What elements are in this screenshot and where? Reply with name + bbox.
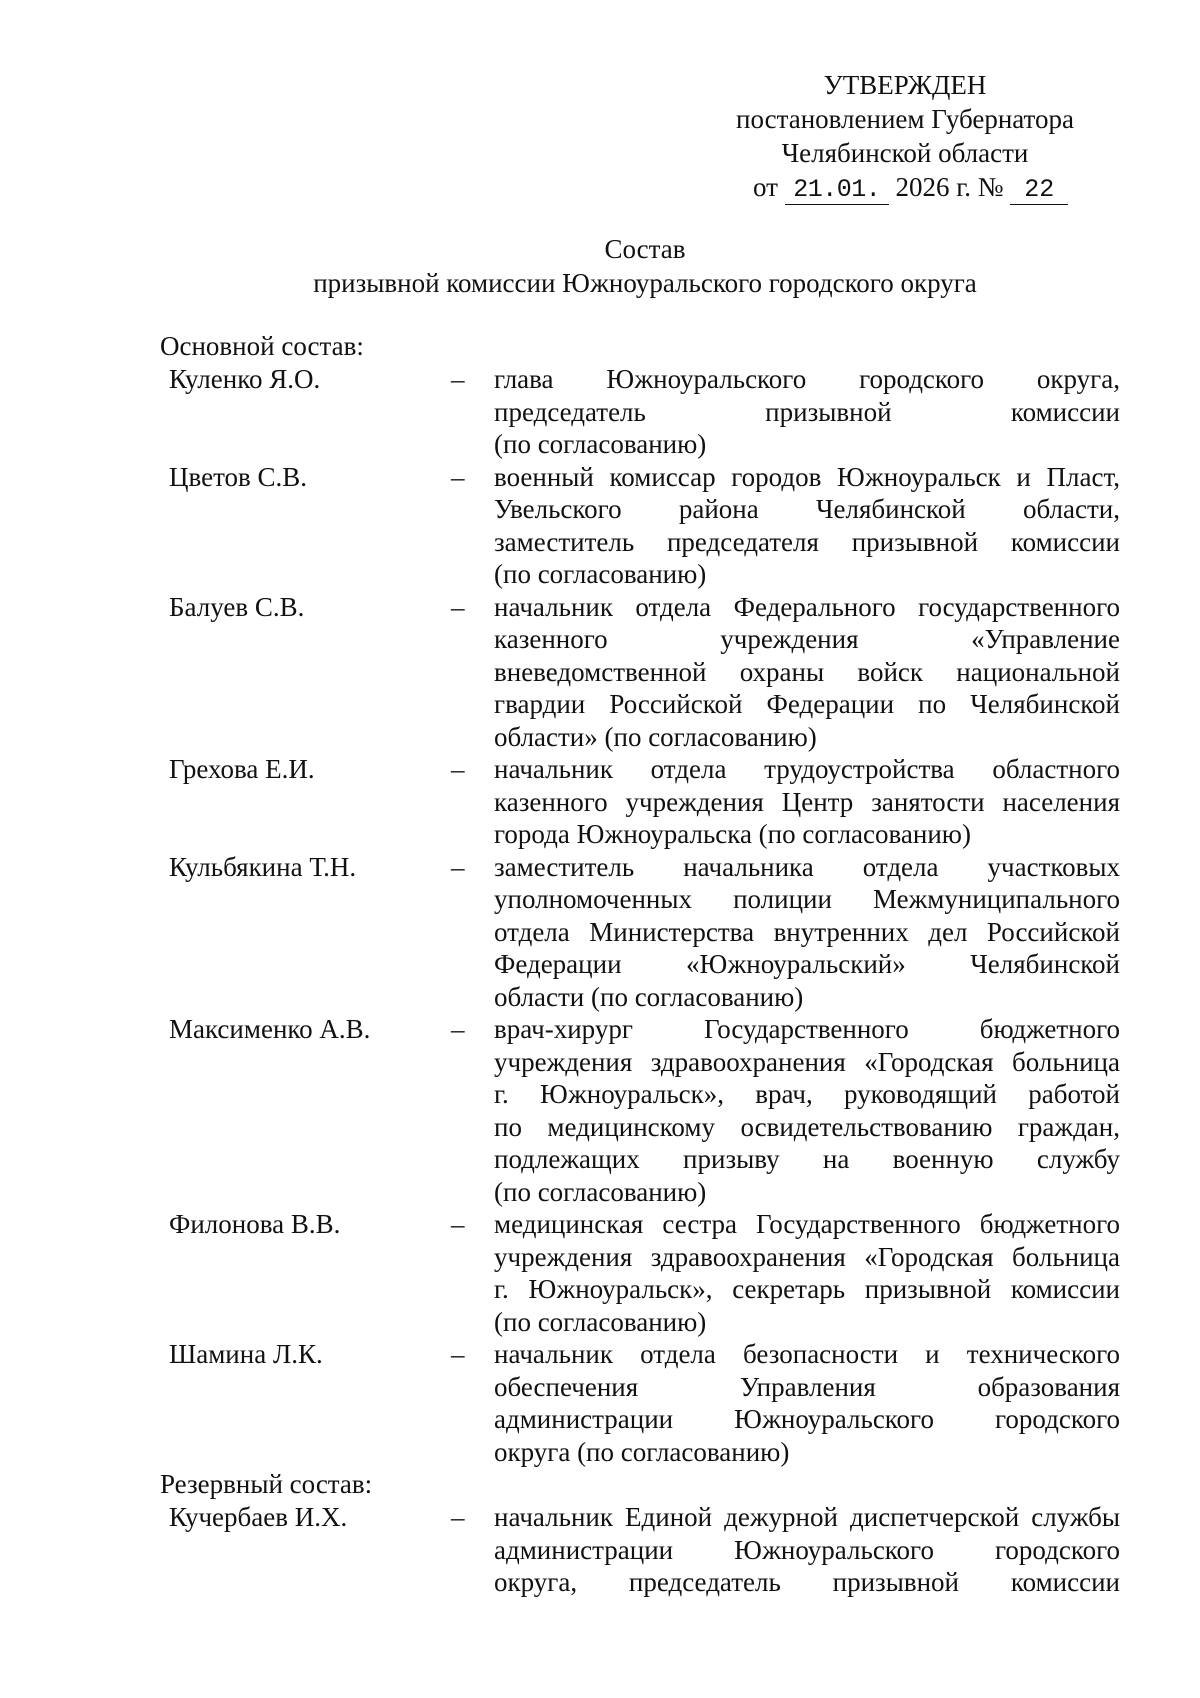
member-position [494,1501,1120,1599]
member-position-line: города Южноуральска (по согласованию) [494,819,971,849]
member-dash: – [451,1339,465,1369]
member-position [494,1013,1120,1208]
member-position [494,363,1120,461]
approval-date-line [700,170,1110,205]
member-name: Максименко А.В. [169,1014,371,1044]
member-row [160,591,1120,754]
member-dash: – [451,851,465,882]
approval-number: 22 [1010,176,1068,205]
member-position-line: Федерации «Южноуральский» Челябинской [494,949,1120,979]
member-name: Кучербаев И.Х. [169,1502,348,1532]
member-dash: – [451,1502,465,1532]
document-title-line-1: Состав [604,234,686,264]
member-dash: – [451,364,465,394]
approval-stamp [700,68,1110,205]
approval-region: Челябинской области [781,138,1029,168]
member-position-line: округа (по согласованию) [494,1436,790,1467]
member-row [160,1208,1120,1338]
member-position-line: администрации Южноуральского городского [494,1534,1120,1565]
member-position-line: начальник отдела Федерального государственного [494,591,1120,622]
member-row [160,851,1120,1014]
reserve-member-list [160,1501,1120,1599]
member-position-line: начальник отдела трудоустройства областного [494,754,1120,784]
member-name: Грехова Е.И. [169,754,315,784]
member-name: Филонова В.В. [169,1209,341,1239]
member-position [494,753,1120,851]
member-name: Куленко Я.О. [169,364,321,394]
member-position [494,1338,1120,1468]
member-position [494,591,1120,754]
member-position-line: врач-хирург Государственного бюджетного [494,1014,1120,1044]
member-position-line: отдела Министерства внутренних дел Российской [494,916,1120,947]
approval-from-label: от [753,172,778,202]
main-section-heading: Основной состав: [160,331,364,361]
member-position-line: казенного учреждения Центр занятости населения [494,786,1120,817]
member-position-line: (по согласованию) [494,559,707,589]
approval-year: 2026 г. [895,172,971,202]
member-position [494,1208,1120,1338]
member-row [160,1013,1120,1208]
member-position-line: (по согласованию) [494,1306,707,1337]
member-position-line: области» (по согласованию) [494,721,817,752]
approval-date: 21.01. [785,176,889,205]
document-title [0,232,1200,300]
member-position-line: по медицинскому освидетельствованию граждан, [494,1111,1120,1142]
member-dash: – [451,1209,465,1239]
member-name: Балуев С.В. [169,591,305,622]
member-position-line: учреждения здравоохранения «Городская больница [494,1046,1120,1077]
member-position-line: обеспечения Управления образования [494,1371,1120,1402]
member-dash: – [451,754,465,784]
member-position-line: (по согласованию) [494,1176,707,1207]
member-position-line: начальник отдела безопасности и технического [494,1339,1120,1369]
approval-number-label: № [977,172,1004,202]
member-dash: – [451,591,465,622]
member-position [494,851,1120,1014]
member-position-line: глава Южноуральского городского округа, [494,364,1120,394]
member-position-line: председатель призывной комиссии [494,396,1120,427]
member-position-line: Увельского района Челябинской области, [494,494,1120,524]
member-name: Цветов С.В. [169,461,308,492]
commission-roster [160,330,1120,1599]
member-position-line: военный комиссар городов Южноуральск и Пласт, [494,461,1120,492]
member-row [160,1501,1120,1599]
member-position-line: области (по согласованию) [494,981,804,1012]
member-position-line: заместитель председателя призывной комиссии [494,526,1120,557]
member-position-line: уполномоченных полиции Межмуниципального [494,884,1120,914]
member-name: Кульбякина Т.Н. [169,851,357,882]
main-member-list [160,363,1120,1468]
member-position-line: (по согласованию) [494,429,707,459]
member-position-line: администрации Южноуральского городского [494,1404,1120,1434]
member-name: Шамина Л.К. [169,1339,323,1369]
member-position-line: учреждения здравоохранения «Городская больница [494,1241,1120,1272]
member-dash: – [451,461,465,492]
reserve-section-heading: Резервный состав: [160,1469,373,1499]
member-position-line: казенного учреждения «Управление [494,624,1120,654]
member-position-line: медицинская сестра Государственного бюджетного [494,1209,1120,1239]
member-position-line: г. Южноуральск», врач, руководящий работой [494,1079,1120,1109]
member-position-line: вневедомственной охраны войск национальной [494,656,1120,687]
member-dash: – [451,1014,465,1044]
approval-title: УТВЕРЖДЕН [823,70,987,100]
member-row [160,1338,1120,1468]
member-position-line: заместитель начальника отдела участковых [494,851,1120,882]
approval-authority: постановлением Губернатора [736,104,1074,134]
member-position-line: начальник Единой дежурной диспетчерской службы [494,1502,1120,1532]
member-row [160,753,1120,851]
member-position-line: округа, председатель призывной комиссии [494,1567,1120,1597]
member-position-line: подлежащих призыву на военную службу [494,1144,1120,1174]
member-position [494,461,1120,591]
member-position-line: гвардии Российской Федерации по Челябинской [494,689,1120,719]
member-row [160,461,1120,591]
document-title-line-2: призывной комиссии Южноуральского городского округа [313,268,977,298]
member-row [160,363,1120,461]
member-position-line: г. Южноуральск», секретарь призывной комиссии [494,1274,1120,1304]
